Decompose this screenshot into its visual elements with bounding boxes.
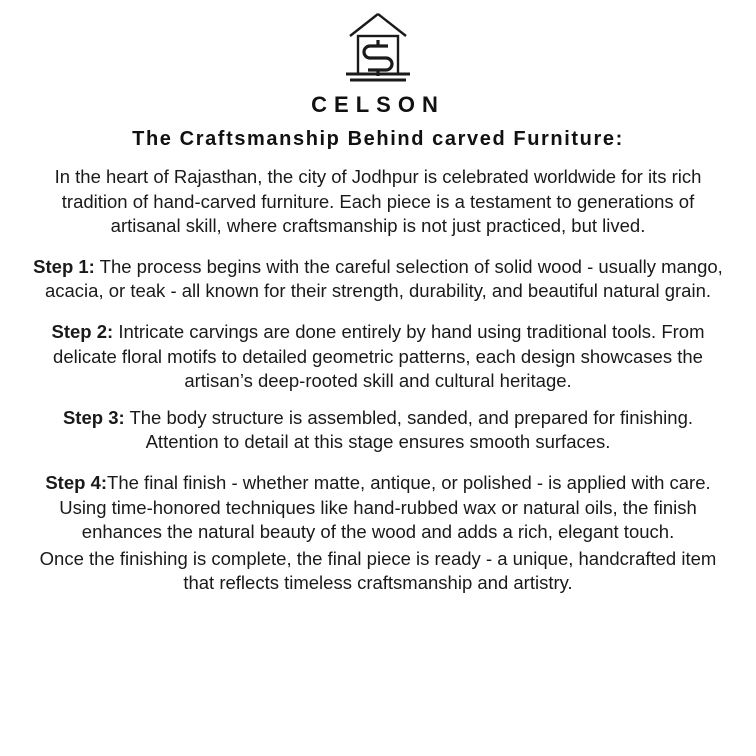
page-title: The Craftsmanship Behind carved Furniture: <box>132 128 624 150</box>
step-4-label: Step 4: <box>45 471 108 493</box>
step-1-paragraph <box>28 255 728 304</box>
step-3-label: Step 3: <box>62 406 125 428</box>
celson-house-monogram-logo-icon <box>330 10 426 90</box>
step-1-text: The process begins with the careful selection of solid wood - usually mango, acacia, or teak - all known for their strength, durability, and beautiful natural grain. <box>44 255 723 302</box>
step-2-text: Intricate carvings are done entirely by hand using traditional tools. From delicate floral motifs to detailed geometric patterns, each design showcases the artisan’s deep-rooted skill and cultural heritage. <box>53 320 705 392</box>
step-2-label: Step 2: <box>51 320 114 342</box>
step-1-label: Step 1: <box>33 255 95 277</box>
brand-name: CELSON <box>311 92 445 117</box>
step-3-text: The body structure is assembled, sanded, and prepared for finishing. Attention to detail at this stage ensures smooth surfaces. <box>124 406 694 453</box>
intro-paragraph: In the heart of Rajasthan, the city of Jodhpur is celebrated worldwide for its rich tradition of hand-carved furniture. Each piece is a testament to generations of artisanal skill, where craftsmanship is not just practiced, but lived. <box>54 166 702 237</box>
step-3-paragraph <box>28 406 728 455</box>
step-4-paragraph <box>28 471 728 545</box>
step-2-paragraph <box>28 320 728 394</box>
step-4-text: The final finish - whether matte, antique, or polished - is applied with care. Using time-honored techniques like hand-rubbed wax or natural oils, the finish enhances the natural beauty of the wood and adds a rich, elegant touch. <box>59 471 711 543</box>
closing-paragraph: Once the finishing is complete, the final piece is ready - a unique, handcrafted item that reflects timeless craftsmanship and artistry. <box>39 547 717 594</box>
